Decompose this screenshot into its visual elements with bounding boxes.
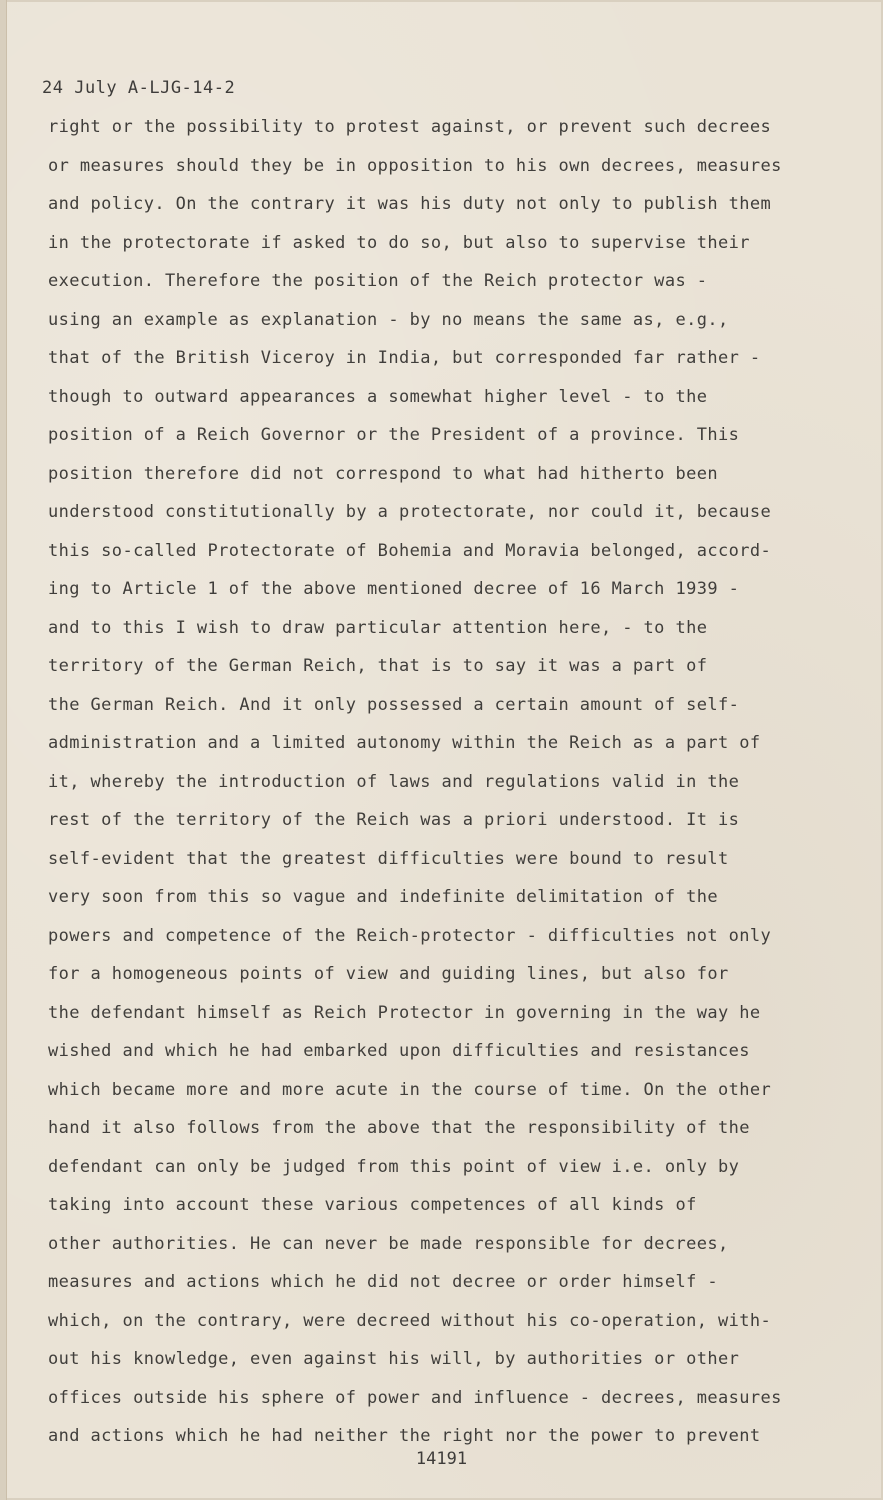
text-line: defendant can only be judged from this point of view i.e. only by bbox=[48, 1156, 740, 1177]
text-line: powers and competence of the Reich-protector - difficulties not only bbox=[48, 925, 772, 946]
text-line: the German Reich. And it only possessed a certain amount of self- bbox=[48, 694, 740, 715]
text-line: or measures should they be in opposition to his own decrees, measures bbox=[48, 155, 782, 176]
document-header: 24 July A-LJG-14-2 bbox=[42, 78, 236, 98]
text-line: it, whereby the introduction of laws and regulations valid in the bbox=[48, 771, 740, 792]
text-line: administration and a limited autonomy within the Reich as a part of bbox=[48, 733, 761, 753]
text-line: other authorities. He can never be made responsible for decrees, bbox=[48, 1233, 729, 1254]
page-edge bbox=[0, 0, 7, 1500]
text-line: and actions which he had neither the right nor the power to prevent bbox=[48, 1426, 761, 1446]
text-line: and to this I wish to draw particular attention here, - to the bbox=[48, 617, 708, 638]
text-line: offices outside his sphere of power and influence - decrees, measures bbox=[48, 1387, 782, 1408]
text-line: this so-called Protectorate of Bohemia and Moravia belonged, accord- bbox=[48, 540, 772, 561]
text-line: understood constitutionally by a protectorate, nor could it, because bbox=[48, 502, 772, 522]
text-line: wished and which he had embarked upon difficulties and resistances bbox=[48, 1041, 750, 1061]
text-line: ing to Article 1 of the above mentioned decree of 16 March 1939 - bbox=[48, 579, 740, 599]
text-line: position therefore did not correspond to what had hitherto been bbox=[48, 463, 718, 484]
text-line: position of a Reich Governor or the President of a province. This bbox=[48, 425, 740, 445]
text-line: the defendant himself as Reich Protector in governing in the way he bbox=[48, 1002, 761, 1023]
text-line: out his knowledge, even against his will, by authorities or other bbox=[48, 1349, 740, 1369]
text-line: taking into account these various competences of all kinds of bbox=[48, 1195, 697, 1215]
text-line: and policy. On the contrary it was his duty not only to publish them bbox=[48, 194, 772, 214]
document-body bbox=[48, 108, 848, 1456]
text-line: which became more and more acute in the course of time. On the other bbox=[48, 1079, 772, 1100]
text-line: though to outward appearances a somewhat higher level - to the bbox=[48, 386, 708, 407]
text-line: measures and actions which he did not decree or order himself - bbox=[48, 1272, 718, 1292]
text-line: territory of the German Reich, that is to say it was a part of bbox=[48, 656, 708, 676]
text-line: in the protectorate if asked to do so, but also to supervise their bbox=[48, 232, 750, 253]
text-line: using an example as explanation - by no means the same as, e.g., bbox=[48, 309, 729, 330]
text-line: for a homogeneous points of view and guiding lines, but also for bbox=[48, 964, 729, 984]
text-line: that of the British Viceroy in India, but corresponded far rather - bbox=[48, 348, 761, 368]
page-number: 14191 bbox=[415, 1449, 468, 1469]
text-line: which, on the contrary, were decreed without his co-operation, with- bbox=[48, 1310, 772, 1331]
text-line: right or the possibility to protest against, or prevent such decrees bbox=[48, 117, 772, 137]
text-line: execution. Therefore the position of the Reich protector was - bbox=[48, 271, 708, 291]
text-line: self-evident that the greatest difficulties were bound to result bbox=[48, 848, 729, 869]
text-line: hand it also follows from the above that the responsibility of the bbox=[48, 1118, 750, 1138]
text-line: rest of the territory of the Reich was a priori understood. It is bbox=[48, 810, 740, 830]
text-line: very soon from this so vague and indefinite delimitation of the bbox=[48, 887, 718, 907]
